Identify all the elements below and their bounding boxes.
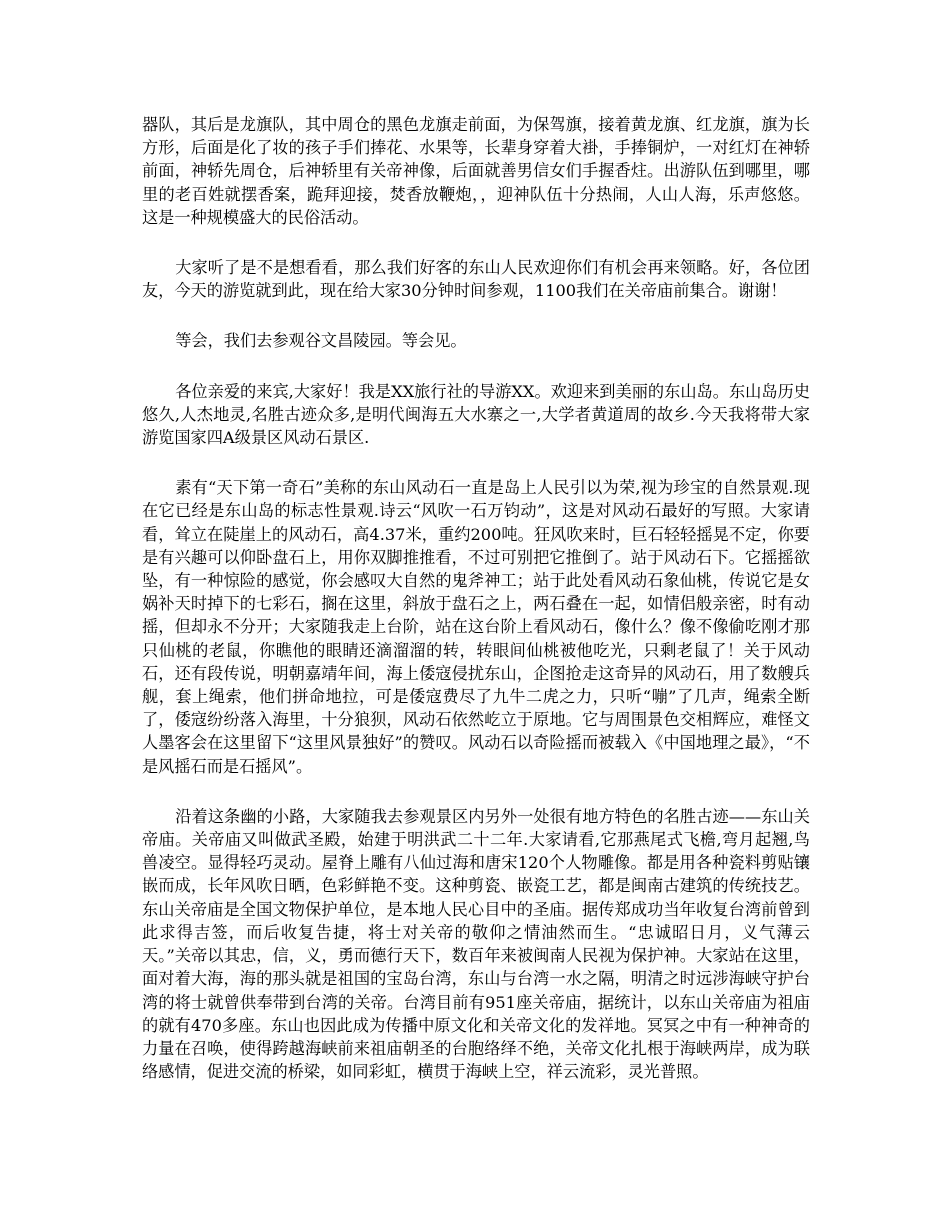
paragraph-guandi-temple: 沿着这条幽的小路，大家随我去参观景区内另外一处很有地方特色的名胜古迹——东山关帝庙。关帝庙又叫做武圣殿，始建于明洪武二十二年.大家请看,它那燕尾式飞檐,弯月起翘,鸟兽凌空。显得轻巧灵动。屋脊上雕有八仙过海和唐宋120个人物雕像。都是用各种瓷料剪贴镶嵌而成，长年风吹日晒，色彩鲜艳不变。这种剪瓷、嵌瓷工艺，都是闽南古建筑的传统技艺。东山关帝庙是全国文物保护单位，是本地人民心目中的圣庙。据传郑成功当年收复台湾前曾到此求得吉签，而后收复告捷，将士对关帝的敬仰之情油然而生。“忠诚昭日月，义气薄云天。”关帝以其忠，信，义，勇而德行天下，数百年来被闽南人民视为保护神。大家站在这里，面对着大海，海的那头就是祖国的宝岛台湾，东山与台湾一水之隔，明清之时远涉海峡守护台湾的将士就曾供奉带到台湾的关帝。台湾目前有951座关帝庙，据统计，以东山关帝庙为祖庙的就有470多座。东山也因此成为传播中原文化和关帝文化的发祥地。冥冥之中有一种神奇的力量在召唤，使得跨越海峡前来祖庙朝圣的台胞络绎不绝，关帝文化扎根于海峡两岸，成为联络感情，促进交流的桥梁，如同彩虹，横贯于海峡上空，祥云流彩，灵光普照。 [142,806,810,1082]
paragraph-next-stop: 等会，我们去参观谷文昌陵园。等会见。 [175,331,467,351]
paragraph-closing-remarks: 大家听了是不是想看看，那么我们好客的东山人民欢迎你们有机会再来领略。好，各位团友，今天的游览就到此，现在给大家30分钟时间参观，1100我们在关帝庙前集合。谢谢！ [142,258,810,301]
paragraph-procession: 器队，其后是龙旗队，其中周仓的黑色龙旗走前面，为保驾旗，接着黄龙旗、红龙旗，旗为长方形，后面是化了妆的孩子手们捧花、水果等，长辈身穿着大褂，手捧铜炉，一对红灯在神轿前面，神轿先周仓，后神轿里有关帝神像，后面就善男信女们手握香炷。出游队伍到哪里，哪里的老百姓就摆香案，跪拜迎接，焚香放鞭炮，，迎神队伍十分热闹，人山人海，乐声悠悠。这是一种规模盛大的民俗活动。 [142,115,810,227]
paragraph-wind-moving-stone: 素有“天下第一奇石”美称的东山风动石一直是岛上人民引以为荣,视为珍宝的自然景观.现在它已经是东山岛的标志性景观.诗云“风吹一石万钧动”，这是对风动石最好的写照。大家请看，耸立在陡崖上的风动石，高4.37米，重约200吨。狂风吹来时，巨石轻轻摇晃不定，你要是有兴趣可以仰卧盘石上，用你双脚推推看，不过可别把它推倒了。站于风动石下。它摇摇欲坠，有一种惊险的感觉，你会感叹大自然的鬼斧神工；站于此处看风动石象仙桃，传说它是女娲补天时掉下的七彩石，搁在这里，斜放于盘石之上，两石叠在一起，如情侣般亲密，时有动摇，但却永不分开；大家随我走上台阶，站在这台阶上看风动石，像什么？像不像偷吃刚才那只仙桃的老鼠，你瞧他的眼睛还滴溜溜的转，转眼间仙桃被他吃光，只剩老鼠了！关于风动石，还有段传说，明朝嘉靖年间，海上倭寇侵扰东山，企图抢走这奇异的风动石，用了数艘兵舰，套上绳索，他们拼命地拉，可是倭寇费尽了九牛二虎之力，只听“嘣”了几声，绳索全断了，倭寇纷纷落入海里，十分狼狈，风动石依然屹立于原地。它与周围景色交相辉应，难怪文人墨客会在这里留下“这里风景独好”的赞叹。风动石以奇险摇而被载入《中国地理之最》，“不是风摇石而是石摇风”。 [142,478,810,776]
paragraph-welcome: 各位亲爱的来宾,大家好！我是XX旅行社的导游XX。欢迎来到美丽的东山岛。东山岛历史悠久,人杰地灵,名胜古迹众多,是明代闽海五大水寨之一,大学者黄道周的故乡.今天我将带大家游览国家四A级景区风动石景区. [142,381,810,448]
document-body [142,113,810,1110]
